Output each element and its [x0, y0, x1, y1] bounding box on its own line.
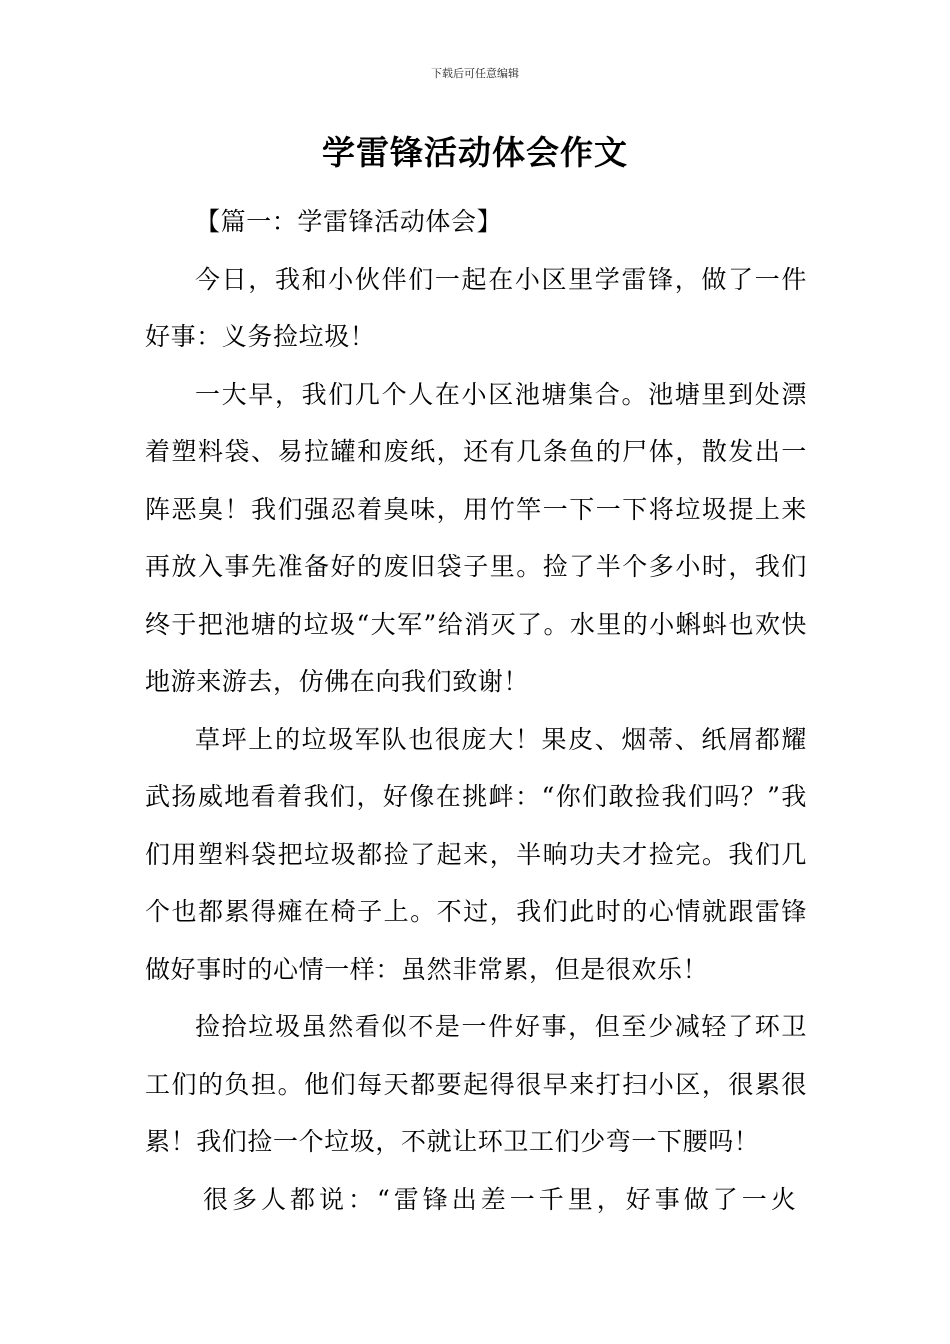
- header-note: 下载后可任意编辑: [431, 67, 519, 80]
- document-title: 学雷锋活动体会作文: [322, 133, 628, 172]
- section-heading: 【篇一：学雷锋活动体会】: [195, 207, 503, 236]
- paragraph-5: 很多人都说：“雷锋出差一千里，好事做了一火: [203, 1184, 800, 1214]
- paragraph-1: 今日，我和小伙伴们一起在小区里学雷锋，做了一件好事：义务捡垃圾！: [145, 264, 807, 351]
- paragraph-4: 捡拾垃圾虽然看似不是一件好事，但至少减轻了环卫工们的负担。他们每天都要起得很早来打扫小区，很累很累！我们捡一个垃圾，不就让环卫工们少弯一下腰吗！: [145, 1012, 807, 1156]
- paragraph-2: 一大早，我们几个人在小区池塘集合。池塘里到处漂着塑料袋、易拉罐和废纸，还有几条鱼的尸体，散发出一阵恶臭！我们强忍着臭味，用竹竿一下一下将垃圾提上来再放入事先准备好的废旧袋子里。捡了半个多小时，我们终于把池塘的垃圾“大军”给消灭了。水里的小蝌蚪也欢快地游来游去，仿佛在向我们致谢！: [145, 379, 807, 696]
- paragraph-3: 草坪上的垃圾军队也很庞大！果皮、烟蒂、纸屑都耀武扬威地看着我们，好像在挑衅：“你们敢捡我们吗？”我们用塑料袋把垃圾都捡了起来，半晌功夫才捡完。我们几个也都累得瘫在椅子上。不过，我们此时的心情就跟雷锋做好事时的心情一样：虽然非常累，但是很欢乐！: [145, 724, 807, 984]
- document-body: [145, 193, 807, 1228]
